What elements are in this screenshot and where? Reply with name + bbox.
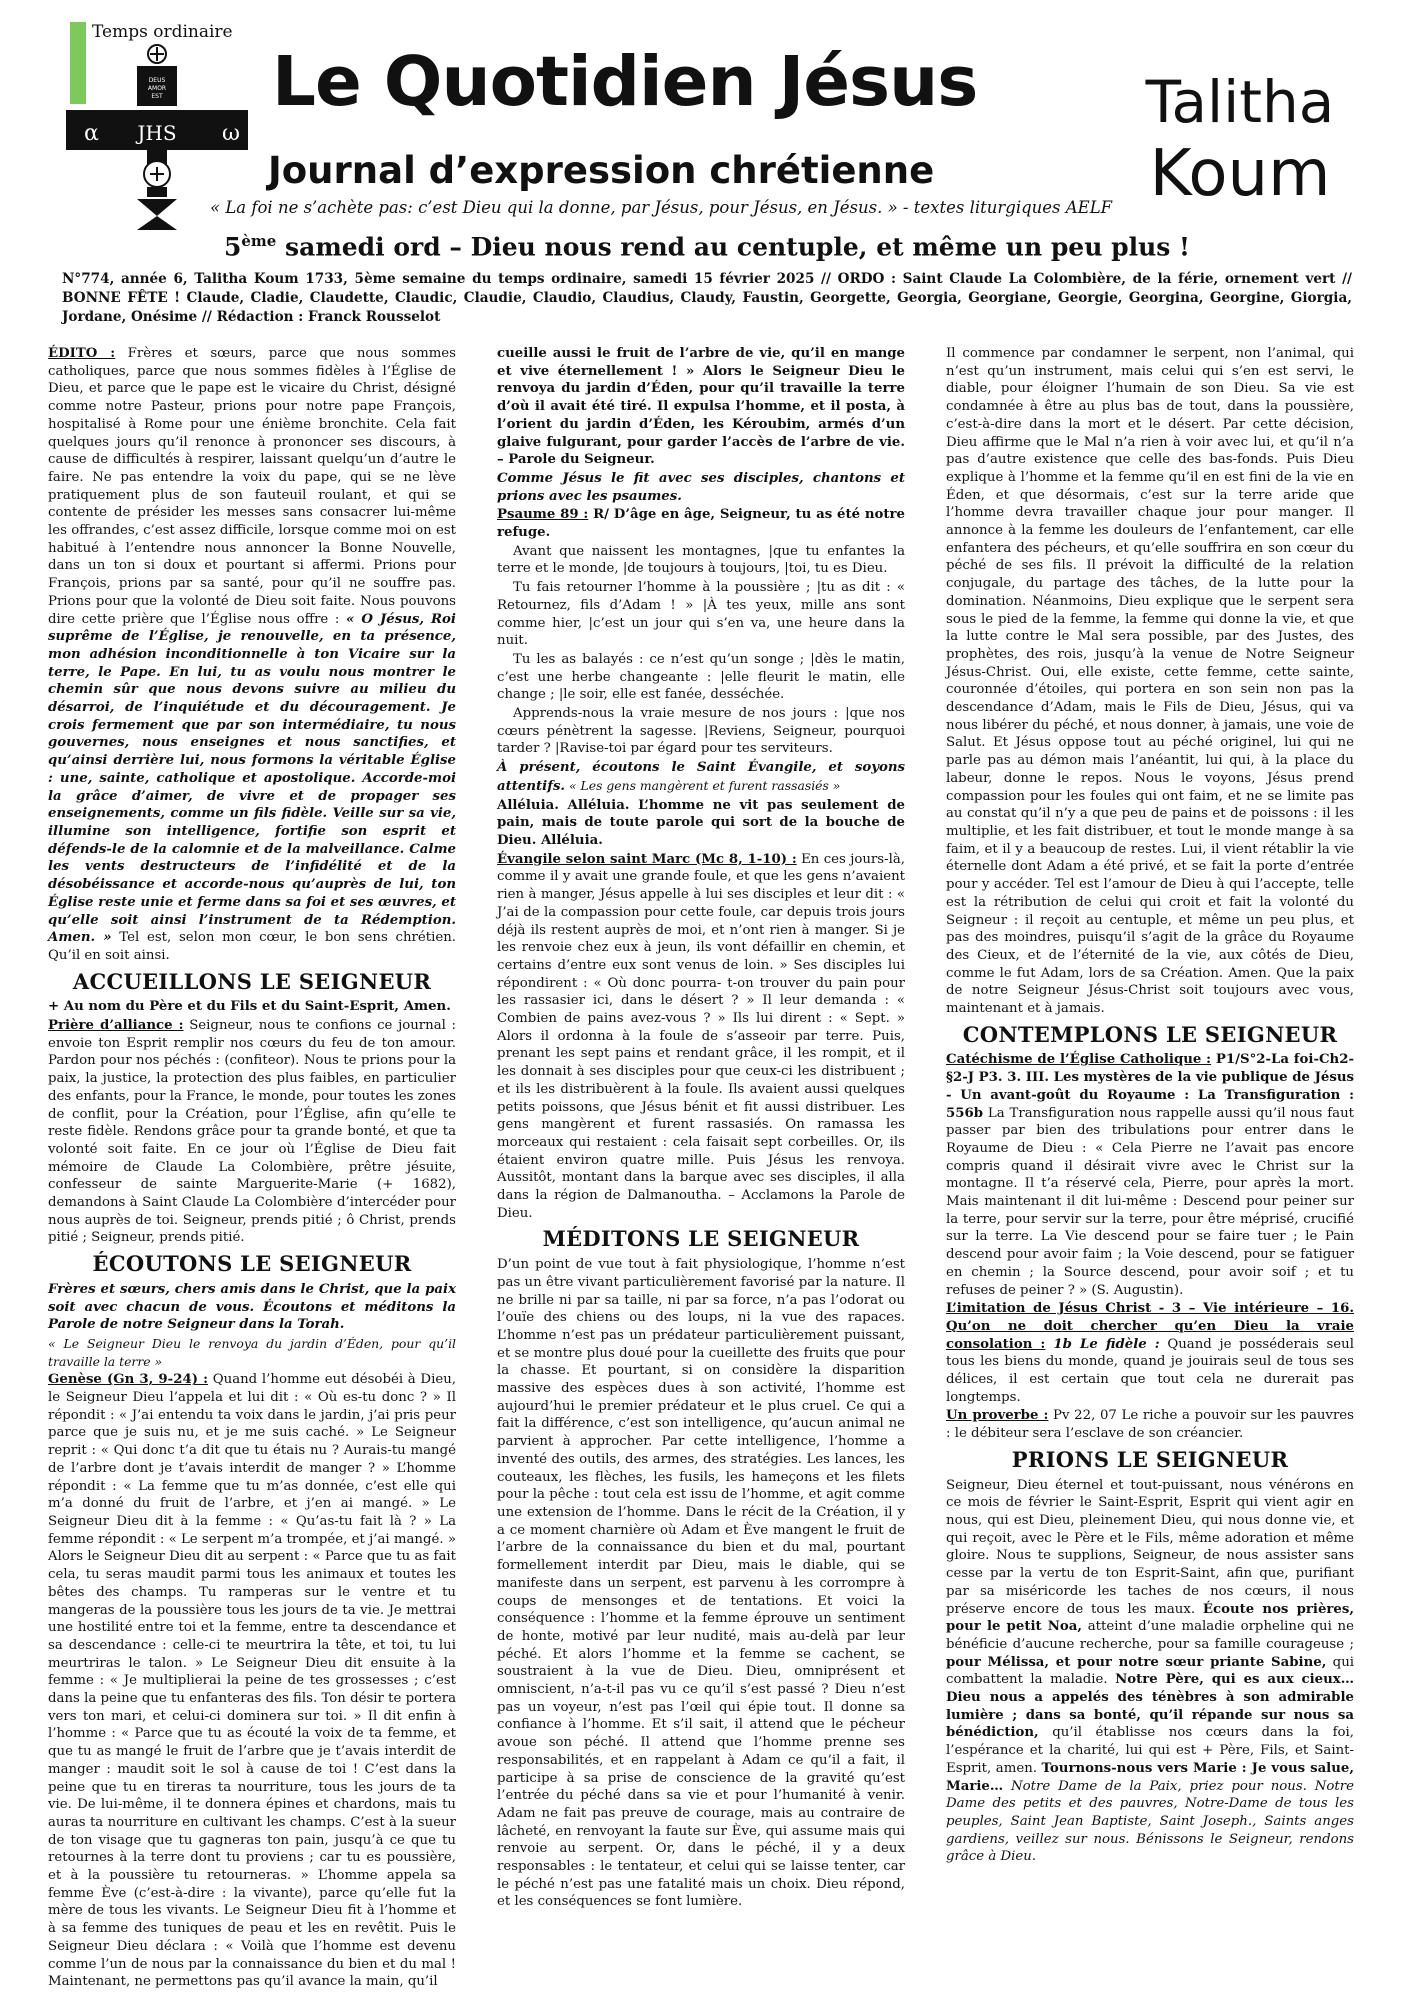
imitation-excerpt: L’imitation de Jésus Christ - 3 – Vie intérieure – 16. Qu’on ne doit chercher qu’en Dieu la vraie consolation : 1b Le fidèle : Quand je posséderais seul tous les biens du monde, quand je jouirais seul de tous ses délices, il est certain que tout cela ne durerait pas longtemps. <box>946 1301 1354 1405</box>
daily-headline: 5ème samedi ord – Dieu nous rend au centuple, et même un peu plus ! <box>223 232 1191 262</box>
meditation-text: D’un point de vue tout à fait physiologique, l’homme n’est pas un être vivant particulièrement favorisé par la nature. Il ne brille ni par sa taille, ni par sa force, n’a pas l’odorat ou l’ouïe des chiens ou des loups, ni la vue des rapaces. L’homme n’est pas un prédateur particulièrement puissant, et se montre plus doué pour la cueillette des fruits que pour la chasse. Et pourtant, si on considère la disparition massive des espèces dues à son activité, l’homme est aujourd’hui le premier prédateur et le plus cruel. Ce qui a fait la différence, c’est son intelligence, qu’aucun animal ne parvient à approcher. Par cette intelligence, l’homme a inventé des outils, des armes, des stratégies. Les lances, les couteaux, les flèches, les fusils, les hameçons et les filets pour la pêche : tout cela est issu de l’homme, et agit comme une extension de l’homme. Dans le récit de la Création, il y a ce moment charnière où Adam et Ève mangent le fruit de l’arbre de la connaissance du bien et du mal, pourtant formellement interdit par Dieu, mais le diable, qui se manifeste dans un serpent, est parvenu à les corrompre à coups de mensonges et de tentations. Et voici la conséquence : l’homme et la femme éprouve un sentiment de honte, motivé par leur nudité, mais au-delà par leur péché. Et alors l’homme et la femme se cachent, se soustraient à la vue de Dieu. Dieu, omniprésent et omniscient, n’a-t-il pas vu ce qu’il s’est passé ? Dieu n’est pas un voyeur, n’est pas l’œil qui épie tout. Il donne sa confiance à l’homme. Et s’il sait, il attend que le pécheur avoue son péché. Il attend que l’homme prenne ses responsabilités, et en rappelant à Adam ce qu’il a fait, il participe à sa prise de conscience de la gravité qu’est l’entrée du péché dans sa vie et pour l’humanité à venir. Adam ne fait pas preuve de courage, mais au contraire de lâcheté, en renvoyant la faute sur Ève, qui assume mais qui renvoie au serpent. Or, dans le péché, il y a deux responsables : le tentateur, et celui qui se laisse tenter, car le péché n’est pas une fatalité mais un choix. Dieu répond, et les conséquences se font lumière. <box>497 1257 905 1910</box>
svg-text:EST: EST <box>151 93 163 100</box>
psalm-intro: Comme Jésus le fit avec ses disciples, chantons et prions avec les psaumes. <box>497 470 905 504</box>
newspaper-title: Le Quotidien Jésus <box>272 42 978 122</box>
alpha-glyph: α <box>84 121 99 146</box>
omega-glyph: ω <box>222 121 240 146</box>
catechism-excerpt: Catéchisme de l’Église Catholique : P1/S°2-La foi-Ch2-§2-J P3. 3. III. Les mystères de la vie publique de Jésus - Un avant-goût du Royaume : La Transfiguration : 556b La Transfiguration nous rappelle aussi qu’il nous faut passer par bien des tribulations pour entrer dans le Royaume de Dieu : « Cela Pierre ne l’avait pas encore compris quand il désirait vivre avec le Christ sur la montagne. Il t’a réservé cela, Pierre, pour après la mort. Mais maintenant il dit lui-même : Descend pour peiner sur la terre, pour servir sur la terre, pour être méprisé, crucifié sur la terre. La Vie descend pour se faire tuer ; le Pain descend pour avoir faim ; la Voie descend, pour se fatiguer en chemin ; la Source descend, pour avoir soif ; et tu refuses de peiner ? » (S. Augustin). <box>946 1052 1354 1298</box>
psalm-stanza: Tu les as balayés : ce n’est qu’un songe ; |dès le matin, c’est une herbe changeante : |elle fleurit le matin, elle change ; |le soir, elle est fanée, desséchée. <box>497 651 905 703</box>
talitha-koum-logo <box>1100 60 1380 210</box>
genese-reading-cont: cueille aussi le fruit de l’arbre de vie, qu’il en mange et vive éternellement ! » Alors le Seigneur Dieu le renvoya du jardin d’Éden, pour qu’il travaille la terre d’où il avait été tiré. Il expulsa l’homme, et il posta, à l’orient du jardin d’Éden, les Kéroubim, armés d’un glaive fulgurant, pour garder l’accès de l’arbre de vie. – Parole du Seigneur. <box>497 346 905 468</box>
psalm-refrain: Psaume 89 : R/ D’âge en âge, Seigneur, tu as été notre refuge. <box>497 507 905 541</box>
meditation-text-cont: Il commence par condamner le serpent, non l’animal, qui n’est qu’un instrument, mais celui qui s’en est servi, le diable, pour éloigner l’humain de son Dieu. Sa vie est condamnée à être au plus bas de tout, dans la poussière, c’est-à-dire dans la mort et le désert. Par cette décision, Dieu affirme que le Mal n’a rien à voir avec lui, et qu’il n’a pas d’autre existence que celle des bas-fonds. Puis Dieu explique à l’homme et la femme qu’il en est fini de la vie en Éden, et que désormais, c’est sur la terre aride que l’homme devra travailler chaque jour pour manger. Il annonce à la femme les douleurs de l’enfantement, car elle enfantera des pécheurs, et qu’elle souffrira en son cœur du péché de ses fils. Il prévoit la difficulté de la relation conjugale, du partage des tâches, de la lutte pour la domination. Néanmoins, Dieu explique que le serpent sera sous le pied de la femme, la femme qui donne la vie, et que la lutte contre le Mal sera possible, par des Justes, des prophètes, des rois, jusqu’à la venue de Notre Seigneur Jésus-Christ. Oui, elle existe, cette femme, cette sainte, couronnée d’étoiles, qui portera en son sein non pas la descendance d’Adam, mais le Fils de Dieu, Jésus, qui va nous libérer du péché, et nous donner, à jamais, une voie de Salut. Et Jésus oppose tout au péché originel, lui qui ne parle pas au démon mais l’anéantit, lui qui, à la place du labeur, donne le repos. Nous le voyons, Jésus prend compassion pour les foules qui ont faim, et ne se limite pas au constat qu’il n’y a que peu de pains et de poissons : il les multiplie, et les fait distribuer, et tout le monde mange à sa faim, et il y a beaucoup de restes. Lui, il vient rétablir la vie éternelle dont Adam a été privé, et se fait la porte d’entrée pour y accéder. Tel est l’amour de Dieu à qui l’accepte, telle est la rétribution de celui qui croit et fait la volonté du Seigneur : il reçoit au centuple, et même un peu plus, et pas des moindres, puisqu’il s’agit de la grâce du Royaume des Cieux, et de l’éternité de la vie, aux côtés de Dieu, comme le fut Adam, lors de sa Création. Amen. Que la paix de notre Seigneur Jésus-Christ soit toujours avec vous, maintenant et à jamais. <box>946 346 1354 1017</box>
tagline: « La foi ne s’achète pas: c’est Dieu qui la donne, par Jésus, pour Jésus, en Jésus. » - textes liturgiques AELF <box>210 198 1113 217</box>
gospel-reading: Évangile selon saint Marc (Mc 8, 1-10) : En ces jours-là, comme il y avait une grande foule, et que les gens n’avaient rien à manger, Jésus appelle à lui ses disciples et leur dit : « J’ai de la compassion pour cette foule, car depuis trois jours déjà ils restent auprès de moi, et n’ont rien à manger. Si je les renvoie chez eux à jeun, ils vont défaillir en chemin, et certains d’entre eux sont venus de loin. » Ses disciples lui répondirent : « Où donc pourra- t-on trouver du pain pour les rassasier ici, dans le désert ? » Il leur demanda : « Combien de pains avez-vous ? » Ils lui dirent : « Sept. » Alors il ordonna à la foule de s’asseoir par terre. Puis, prenant les sept pains et rendant grâce, il les rompit, et il les donnait à ses disciples pour que ceux-ci les distribuent ; et ils les distribuèrent à la foule. Ils avaient aussi quelques petits poissons, que Jésus bénit et fit aussi distribuer. Les gens mangèrent et furent rassasiés. On ramassa les morceaux qui restaient : cela faisait sept corbeilles. Or, ils étaient environ quatre mille. Puis Jésus les renvoya. Aussitôt, montant dans la barque avec ses disciples, il alla dans la région de Dalmanoutha. – Acclamons la Parole de Dieu. <box>497 851 905 1221</box>
genese-reading: Genèse (Gn 3, 9-24) : Quand l’homme eut désobéi à Dieu, le Seigneur Dieu l’appela et lui dit : « Où es-tu donc ? » Il répondit : « J’ai entendu ta voix dans le jardin, j’ai pris peur parce que je suis nu, et je me suis caché. » Le Seigneur reprit : « Qui donc t’a dit que tu étais nu ? Aurais-tu mangé de l’arbre dont je t’avais interdit de manger ? » L’homme répondit : « La femme que tu m’as donnée, c’est elle qui m’a donné du fruit de l’arbre, et j’en ai mangé. » Le Seigneur Dieu dit à la femme : « Qu’as-tu fait là ? » La femme répondit : « Le serpent m’a trompée, et j’ai mangé. » Alors le Seigneur Dieu dit au serpent : « Parce que tu as fait cela, tu seras maudit parmi tous les animaux et toutes les bêtes des champs. Tu ramperas sur le ventre et tu mangeras de la poussière tous les jours de ta vie. Je mettrai une hostilité entre toi et la femme, entre ta descendance et sa descendance : celle-ci te meurtrira la tête, et toi, tu lui meurtriras le talon. » Le Seigneur Dieu dit ensuite à la femme : « Je multiplierai la peine de tes grossesses ; c’est dans la peine que tu enfanteras des fils. Ton désir te portera vers ton mari, et celui-ci dominera sur toi. » Il dit enfin à l’homme : « Parce que tu as écouté la voix de ta femme, et que tu as mangé le fruit de l’arbre que je t’avais interdit de manger : maudit soit le sol à cause de toi ! C’est dans la peine que tu en tireras ta nourriture, tous les jours de ta vie. De lui-même, il te donnera épines et chardons, mais tu auras ta nourriture en cultivant les champs. C’est à la sueur de ton visage que tu gagneras ton pain, jusqu’à ce que tu retournes à la terre dont tu proviens ; car tu es poussière, et à la poussière tu retourneras. » L’homme appela sa femme Ève (c’est-à-dire : la vivante), parce qu’elle fut la mère de tous les vivants. Le Seigneur Dieu fit à l’homme et à sa femme des tuniques de peau et les en revêtit. Puis le Seigneur Dieu déclara : « Voilà que l’homme est devenu comme l’un de nous par la connaissance du bien et du mal ! Maintenant, ne permettons pas qu’il avance la main, qu’il <box>48 1372 456 1990</box>
section-title-prions: PRIONS LE SEIGNEUR <box>1011 1446 1289 1472</box>
logo-motto: DEUS <box>148 77 166 84</box>
column-2 <box>497 345 905 1912</box>
issue-metadata: N°774, année 6, Talitha Koum 1733, 5ème semaine du temps ordinaire, samedi 15 février 2025 // ORDO : Saint Claude La Colombière, de la férie, ornement vert // BONNE FÊTE ! Claude, Cladie, Claudette, Claudic, Claudie, Claudio, Claudius, Claudy, Faustin, Georgette, Georgia, Georgiane, Georgie, Georgina, Georgine, Giorgia, Jordane, Onésime // Rédaction : Franck Rousselot <box>62 271 1352 325</box>
closing-prayer: Seigneur, Dieu éternel et tout-puissant, nous vénérons en ce mois de février le Saint-Esprit, Esprit qui vient agir en nous, qui est Dieu, pleinement Dieu, qui nous donne vie, et qui reçoit, avec le Père et le Fils, même adoration et même gloire. Nous te supplions, Seigneur, de nous assister sans cesse par la vertu de ton Esprit-Saint, afin que, purifiant par sa miséricorde les taches de nos cœurs, il nous préserve encore de tous les maux. Écoute nos prières, pour le petit Noa, atteint d’une maladie orpheline qui ne bénéficie d’aucune recherche, pour sa famille courageuse ; pour Mélissa, et pour notre sœur priante Sabine, qui combattent la maladie. Notre Père, qui es aux cieux… Dieu nous a appelés des ténèbres à son admirable lumière ; dans sa bonté, qu’il répande sur nous sa bénédiction, qu’il établisse nos cœurs dans la foi, l’espérance et la charité, lui qui est + Père, Fils, et Saint-Esprit, amen. Tournons-nous vers Marie : Je vous salue, Marie… Notre Dame de la Paix, priez pour nous. Notre Dame des petits et des pauvres, Notre-Dame de tous les peuples, Saint Jean Baptiste, Saint Joseph., Saints anges gardiens, veillez sur nous. Bénissons le Seigneur, rendons grâce à Dieu. <box>946 1477 1355 1865</box>
section-title-ecoutons: ÉCOUTONS LE SEIGNEUR <box>92 1251 412 1277</box>
section-title-accueillons: ACCUEILLONS LE SEIGNEUR <box>72 968 432 994</box>
genese-quote: « Le Seigneur Dieu le renvoya du jardin d’Éden, pour qu’il travaille la terre » <box>48 1335 456 1369</box>
svg-text:AMOR: AMOR <box>147 85 167 92</box>
edito-paragraph: ÉDITO : Frères et sœurs, parce que nous sommes catholiques, parce que nous sommes fidèles à l’Église de Dieu, et parce que le pape est le vicaire du Christ, désigné comme notre Pasteur, prions pour notre pape François, hospitalisé à Rome pour une énième bronchite. Cela fait quelques jours qu’il renonce à prononcer ses discours, à cause de difficultés à respirer, laissant quelqu’un d’autre le faire. Ne pas entendre la voix du pape, qui se ne lève pratiquement plus de son fauteuil roulant, et qui se contente de présider les messes sans consacrer lui-même les offrandes, c’est assez difficile, lorsque comme moi on est habitué à l’entendre nous annoncer la Bonne Nouvelle, dans un ton si doux et pourtant si affermi. Prions pour François, prions par sa santé, pour qu’il ne souffre pas. Prions pour que la volonté de Dieu soit faite. Nous pouvons dire cette prière que l’Église nous offre : « O Jésus, Roi suprême de l’Église, je renouvelle, en ta présence, mon adhésion inconditionnelle à ton Vicaire sur la terre, le Pape. En lui, tu as voulu nous montrer le chemin sûr que nous devons suivre au milieu du désarroi, de l’inquiétude et du découragement. Je crois fermement que par son intermédiaire, tu nous gouvernes, nous enseignes et nous sanctifies, et qu’ainsi derrière lui, nous formons la véritable Église : une, sainte, catholique et apostolique. Accorde-moi la grâce d’aimer, de vivre et de propager ses enseignements, comme un fils fidèle. Veille sur sa vie, illumine son intelligence, fortifie son esprit et défends-le de la calomnie et de la malveillance. Calme les vents destructeurs de l’infidélité et de la désobéissance et accorde-nous qu’auprès de lui, ton Église reste unie et ferme dans sa foi et ses œuvres, et qu’elle soit ainsi l’instrument de ta Rédemption. Amen. » Tel est, selon mon cœur, le bon sens chrétien. Qu’il en soit ainsi. <box>48 346 456 963</box>
newspaper-subtitle: Journal d’expression chrétienne <box>268 149 935 192</box>
psalm-stanza: Avant que naissent les montagnes, |que tu enfantes la terre et le monde, |de toujours à toujours, |toi, tu es Dieu. <box>497 543 905 577</box>
column-1 <box>48 345 456 1992</box>
column-3 <box>946 345 1354 1867</box>
section-title-meditons: MÉDITONS LE SEIGNEUR <box>542 1226 860 1252</box>
alliance-prayer: Prière d’alliance : Seigneur, nous te confions ce journal : envoie ton Esprit remplir nos cœurs du feu de ton amour. Pardon pour nos péchés : (confiteor). Nous te prions pour la paix, la justice, la protection des plus faibles, en particulier des enfants, pour la France, le monde, pour toutes les zones de conflit, pour la Création, pour l’Église, afin qu’elle te reste fidèle. Rendons grâce pour ta grande bonté, et que ta volonté soit faite. En ce jour où l’Église de Dieu fait mémoire de Claude La Colombière, prêtre jésuite, confesseur de sainte Marguerite-Marie (+ 1682), demandons à Saint Claude La Colombière d’intercéder pour nous auprès de toi. Seigneur, prends pitié ; ô Christ, prends pitié ; Seigneur, prends pitié. <box>48 1018 457 1246</box>
section-title-contemplons: CONTEMPLONS LE SEIGNEUR <box>962 1021 1338 1047</box>
talitha-word: Talitha <box>1145 68 1335 136</box>
season-label: Temps ordinaire <box>92 22 233 42</box>
ecoutons-intro: Frères et sœurs, chers amis dans le Christ, que la paix soit avec chacun de vous. Écoutons et méditons la Parole de notre Seigneur dans la Torah. <box>48 1281 456 1333</box>
monogram-text: JHS <box>137 121 177 145</box>
sign-of-cross: + Au nom du Père et du Fils et du Saint-Esprit, Amen. <box>48 999 451 1015</box>
alleluia: Alléluia. Alléluia. L’homme ne vit pas seulement de pain, mais de toute parole qui sort de la bouche de Dieu. Alléluia. <box>497 797 905 848</box>
koum-word: Koum <box>1149 137 1331 210</box>
proverb: Un proverbe : Pv 22, 07 Le riche a pouvoir sur les pauvres : le débiteur sera l’esclave de son créancier. <box>946 1408 1354 1442</box>
psalm-stanza: Tu fais retourner l’homme à la poussière ; |tu as dit : « Retournez, fils d’Adam ! » |À tes yeux, mille ans sont comme hier, |c’est un jour qui s’en va, une heure dans la nuit. <box>497 580 905 649</box>
gospel-intro: À présent, écoutons le Saint Évangile, et soyons attentifs. « Les gens mangèrent et furent rassasiés » <box>497 760 905 794</box>
psalm-stanza: Apprends-nous la vraie mesure de nos jours : |que nos cœurs pénètrent la sagesse. |Reviens, Seigneur, pourquoi tarder ? |Ravise-toi par égard pour tes serviteurs. <box>497 706 905 757</box>
